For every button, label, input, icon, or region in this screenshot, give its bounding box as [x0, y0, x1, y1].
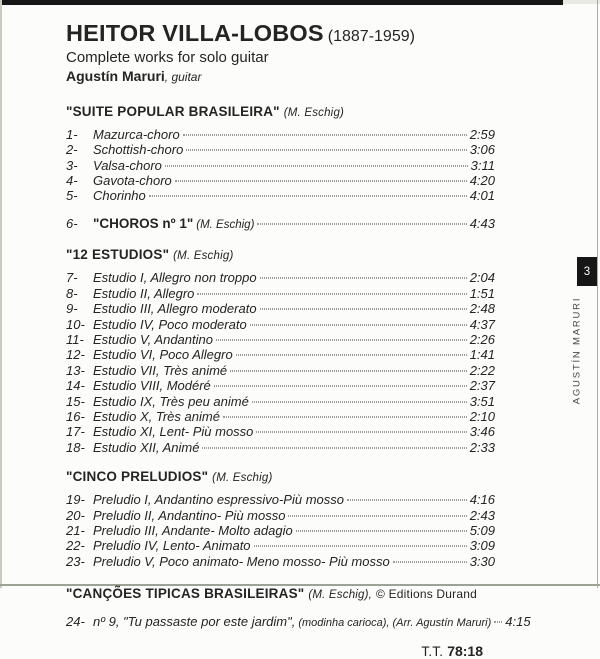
track-row — [66, 424, 495, 439]
scan-edge-top-right — [563, 0, 600, 4]
track-title: Estudio XI, Lent- Più mosso — [93, 424, 254, 440]
track-time: 4:15 — [505, 614, 531, 630]
section-title: "CANÇÕES TIPICAS BRASILEIRAS" — [66, 586, 305, 602]
track-time: 2:22 — [469, 362, 495, 378]
track-title: Estudio III, Allegro moderato — [93, 301, 257, 317]
track-row — [66, 286, 495, 301]
track-note: (modinha carioca), (Arr. Agustín Maruri) — [298, 617, 492, 630]
track-row — [66, 523, 495, 538]
dotted-leader — [254, 546, 467, 547]
dotted-leader — [186, 150, 466, 151]
track-title: Mazurca-choro — [93, 126, 180, 142]
track-number: 11- — [66, 331, 84, 347]
composer-name: HEITOR VILLA-LOBOS — [66, 20, 324, 46]
dotted-leader — [256, 432, 466, 433]
track-row — [66, 508, 495, 523]
track-number: 14- — [66, 378, 85, 394]
spine-artist-name: AGUSTÍN MARURI — [571, 296, 583, 404]
dotted-leader — [296, 530, 467, 531]
track-title: Estudio VI, Poco Allegro — [93, 347, 233, 363]
track-row — [66, 301, 495, 316]
section-credit: (M. Eschig) — [283, 106, 345, 119]
track-number: 20- — [66, 507, 85, 523]
track-title: Preludio III, Andante- Molto adagio — [93, 522, 293, 538]
dotted-leader — [257, 223, 466, 224]
track-title: "CHOROS nº 1" — [93, 215, 194, 231]
track-number: 12- — [66, 347, 85, 363]
track-number: 4- — [66, 173, 78, 189]
dotted-leader — [288, 515, 466, 516]
track-time: 2:59 — [469, 126, 495, 142]
total-time-value: 78:18 — [447, 642, 483, 659]
track-row — [66, 347, 495, 362]
spine-artist-box — [561, 292, 593, 408]
scan-edge-top — [0, 0, 563, 5]
track-number: 19- — [66, 492, 85, 508]
total-time-line — [66, 643, 495, 659]
dotted-leader — [252, 401, 467, 402]
tracklist-content — [66, 20, 531, 659]
dotted-leader — [197, 293, 466, 294]
track-title: Estudio I, Allegro non troppo — [93, 270, 257, 286]
composer-dates: (1887-1959) — [327, 28, 415, 45]
scan-edge-right — [597, 0, 598, 588]
track-row — [66, 554, 495, 569]
track-time: 4:43 — [469, 215, 495, 231]
track-time: 4:16 — [469, 492, 495, 508]
dotted-leader — [183, 134, 467, 135]
section-credit: (M. Eschig), — [308, 589, 373, 602]
track-title: Valsa-choro — [93, 157, 162, 173]
track-row — [66, 270, 495, 285]
track-time: 5:09 — [469, 522, 495, 538]
track-number: 24- — [66, 614, 85, 630]
dotted-leader — [165, 165, 468, 166]
track-title: Estudio XII, Animé — [93, 439, 200, 455]
track-time: 3:30 — [469, 553, 495, 569]
track-number: 18- — [66, 439, 85, 455]
track-row — [66, 317, 495, 332]
track-row — [66, 409, 495, 424]
track-time: 1:51 — [469, 285, 495, 301]
section-credit-suffix: © Editions Durand — [376, 587, 477, 602]
track-time: 2:43 — [469, 507, 495, 523]
track-row — [66, 614, 531, 631]
track-title: Estudio IX, Très peu animé — [93, 393, 249, 409]
track-row — [66, 127, 495, 142]
dotted-leader — [260, 309, 467, 310]
track-section — [66, 216, 495, 233]
track-credit: (M. Eschig) — [196, 218, 255, 231]
track-time: 3:51 — [469, 393, 495, 409]
track-time: 3:46 — [469, 424, 495, 440]
track-title: Preludio V, Poco animato- Meno mosso- Più mosso — [93, 553, 390, 569]
track-time: 4:20 — [469, 173, 495, 189]
track-time: 2:26 — [469, 331, 495, 347]
track-section — [66, 586, 531, 631]
track-time: 4:01 — [469, 188, 495, 204]
track-number: 8- — [66, 285, 78, 301]
track-row — [66, 538, 495, 553]
dotted-leader — [214, 386, 467, 387]
track-row — [66, 378, 495, 393]
track-number: 22- — [66, 538, 85, 554]
track-time: 2:04 — [469, 270, 495, 286]
track-title: Estudio X, Très animé — [93, 408, 220, 424]
track-time: 3:06 — [469, 142, 495, 158]
track-title: Chorinho — [93, 188, 146, 204]
section-title: "SUITE POPULAR BRASILEIRA" — [66, 103, 280, 119]
track-row — [66, 492, 495, 507]
section-header — [66, 469, 495, 484]
track-title: Preludio II, Andantino- Più mosso — [93, 507, 286, 523]
track-row — [66, 394, 495, 409]
track-section — [66, 469, 495, 569]
dotted-leader — [250, 324, 467, 325]
track-sections — [66, 103, 531, 632]
track-number: 7- — [66, 270, 78, 286]
track-section — [66, 104, 495, 204]
dotted-leader — [260, 278, 467, 279]
dotted-leader — [393, 561, 467, 562]
track-number: 6- — [66, 215, 78, 231]
track-title: Estudio II, Allegro — [93, 285, 195, 301]
track-row — [66, 158, 495, 173]
track-row — [66, 332, 495, 347]
dotted-leader — [230, 370, 467, 371]
dotted-leader — [175, 181, 467, 182]
track-number: 2- — [66, 142, 78, 158]
performer-name: Agustín Maruri — [66, 68, 165, 85]
performer-line — [66, 68, 495, 85]
dotted-leader — [149, 196, 467, 197]
track-row — [66, 440, 495, 455]
scan-edge-left — [0, 0, 2, 588]
track-title: Schottish-choro — [93, 142, 184, 158]
total-time-label: T.T. — [421, 643, 444, 659]
track-title: Estudio IV, Poco moderato — [93, 316, 247, 332]
track-number: 21- — [66, 522, 85, 538]
track-row — [66, 363, 495, 378]
track-row — [66, 142, 495, 157]
track-time: 2:33 — [469, 439, 495, 455]
track-section — [66, 247, 495, 455]
track-time: 3:09 — [469, 538, 495, 554]
spine-page-number: 3 — [583, 265, 591, 278]
track-time: 2:37 — [469, 378, 495, 394]
track-time: 1:41 — [469, 347, 495, 363]
dotted-leader — [236, 355, 467, 356]
dotted-leader — [216, 339, 467, 340]
track-number: 16- — [66, 408, 85, 424]
track-number: 23- — [66, 553, 85, 569]
dotted-leader — [223, 416, 467, 417]
track-number: 17- — [66, 424, 85, 440]
performer-role: , guitar — [164, 70, 202, 85]
track-row — [66, 188, 495, 203]
track-number: 15- — [66, 393, 85, 409]
track-title: Preludio IV, Lento- Animato — [93, 538, 251, 554]
track-title: Preludio I, Andantino espressivo-Più mosso — [93, 492, 344, 508]
section-header — [66, 104, 495, 119]
dotted-leader — [347, 500, 467, 501]
track-number: 3- — [66, 157, 78, 173]
section-credit: (M. Eschig) — [212, 472, 273, 485]
track-title: Gavota-choro — [93, 173, 172, 189]
track-number: 10- — [66, 316, 85, 332]
track-row — [66, 173, 495, 188]
section-header — [66, 586, 495, 601]
track-time: 3:11 — [470, 157, 495, 173]
track-title: Estudio VIII, Modéré — [93, 378, 211, 394]
spine-page-number-tab — [577, 257, 597, 286]
album-subtitle: Complete works for solo guitar — [66, 48, 269, 66]
track-number: 1- — [66, 126, 78, 142]
track-number: 9- — [66, 301, 78, 317]
track-number: 13- — [66, 362, 85, 378]
track-time: 4:37 — [469, 316, 495, 332]
track-title: nº 9, "Tu passaste por este jardim", — [93, 614, 296, 630]
section-title: "CINCO PRELUDIOS" — [66, 469, 209, 485]
dotted-leader — [202, 447, 466, 448]
section-header — [66, 247, 495, 262]
track-title: Estudio V, Andantino — [93, 331, 213, 347]
track-number: 5- — [66, 188, 78, 204]
section-title: "12 ESTUDIOS" — [66, 247, 170, 263]
track-time: 2:48 — [469, 301, 495, 317]
track-row — [66, 216, 495, 233]
section-credit: (M. Eschig) — [173, 250, 234, 263]
dotted-leader — [494, 622, 502, 623]
track-title: Estudio VII, Très animé — [93, 362, 228, 378]
track-time: 2:10 — [469, 408, 495, 424]
composer-line — [66, 21, 495, 46]
